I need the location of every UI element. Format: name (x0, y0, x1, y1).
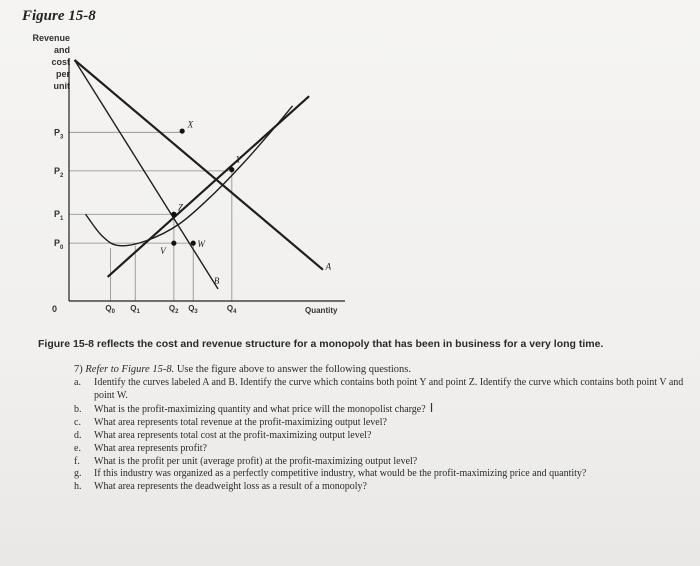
point-label-z: Z (178, 202, 184, 213)
question-title (74, 364, 689, 377)
point-label-w: W (197, 238, 205, 249)
item-text: Identify the curves labeled A and B. Identify the curve which contains both point Y and point Z. Identify the curve which contains both point V and point W. (94, 376, 684, 401)
x-tick-label (188, 304, 198, 315)
question-item (74, 417, 689, 430)
x-tick-label (227, 304, 237, 315)
item-label: a. (74, 376, 81, 388)
point-y (229, 167, 234, 172)
x-tick-sub: 1 (136, 309, 140, 315)
x-tick-sub: 0 (111, 309, 115, 315)
figure-caption: Figure 15-8 reflects the cost and revenue structure for a monopoly that has been in business for a very long time. (38, 338, 604, 350)
point-label-x: X (187, 119, 194, 130)
item-text: What area represents profit? (94, 442, 207, 454)
y-axis-title-line: and (53, 45, 70, 55)
question-item (74, 377, 689, 403)
y-axis-title-line: unit (53, 81, 70, 91)
item-text: What is the profit per unit (average profit) at the profit-maximizing output level? (94, 455, 418, 467)
x-tick-main: Q (226, 304, 234, 313)
y-tick-main: P (54, 165, 61, 176)
x-tick-main: Q (105, 304, 112, 313)
question-item (74, 430, 689, 443)
x-tick-label (130, 304, 140, 315)
point-label-a: A (325, 261, 332, 272)
item-label: b. (74, 404, 82, 416)
point-w (191, 241, 196, 246)
x-tick-label (169, 304, 179, 315)
question-item (74, 456, 689, 469)
point-x (180, 128, 185, 133)
curves (75, 60, 323, 289)
y-tick-main: P (54, 127, 61, 138)
item-label: g. (74, 468, 82, 480)
y-tick-main: P (54, 238, 61, 249)
question-block (74, 364, 689, 494)
item-label: f. (74, 455, 80, 467)
point-z (171, 212, 176, 217)
x-axis-title: Quantity (305, 306, 338, 315)
point-label-v: V (160, 246, 166, 257)
curve-b (75, 60, 219, 289)
x-tick-sub: 4 (233, 309, 237, 315)
figure-title: Figure 15-8 (22, 8, 96, 24)
y-tick-main: P (54, 209, 61, 220)
x-tick-sub: 3 (194, 309, 198, 315)
x-tick-sub: 2 (175, 309, 179, 315)
x-tick-main: Q (188, 304, 195, 313)
y-tick-label (54, 209, 64, 222)
question-prompt: Use the figure above to answer the following questions. (176, 364, 411, 375)
y-tick-label (54, 238, 64, 251)
y-axis-title-line: cost (51, 57, 70, 67)
item-text: What area represents the deadweight loss as a result of a monopoly? (94, 481, 367, 493)
y-tick-label (54, 127, 64, 140)
text-cursor-icon: I (429, 401, 434, 416)
item-label: c. (74, 417, 81, 429)
point-v (171, 241, 176, 246)
origin-label: 0 (52, 304, 58, 314)
item-text: If this industry was organized as a perfectly competitive industry, what would be the profit-maximizing price and quantity? (94, 468, 587, 480)
question-number: 7) (74, 364, 83, 375)
y-axis-title-line: per (55, 69, 70, 79)
points (160, 119, 332, 286)
question-item (74, 468, 689, 481)
item-label: h. (74, 481, 82, 493)
x-tick-main: Q (130, 304, 137, 313)
y-tick-sub: 3 (60, 134, 64, 141)
item-text: What is the profit-maximizing quantity and what price will the monopolist charge? (94, 404, 426, 416)
item-label: e. (74, 442, 81, 454)
y-axis-title-line: Revenue (32, 33, 70, 43)
item-text: What area represents total cost at the profit-maximizing output level? (94, 429, 372, 441)
point-label-y: Y (235, 154, 241, 165)
point-label-b: B (213, 276, 220, 287)
x-tick-main: Q (168, 304, 176, 313)
question-item (74, 481, 689, 494)
question-item (74, 402, 689, 417)
y-tick-sub: 2 (60, 172, 64, 179)
drop-lines (69, 132, 232, 301)
question-ref: Refer to Figure 15-8. (85, 364, 175, 375)
y-tick-sub: 1 (60, 216, 64, 223)
x-tick-label (105, 304, 115, 315)
item-text: What area represents total revenue at the profit-maximizing output level? (94, 417, 387, 429)
y-tick-sub: 0 (60, 245, 64, 252)
tick-labels (54, 127, 237, 315)
y-tick-label (54, 166, 64, 179)
question-item (74, 443, 689, 456)
item-label: d. (74, 429, 82, 441)
